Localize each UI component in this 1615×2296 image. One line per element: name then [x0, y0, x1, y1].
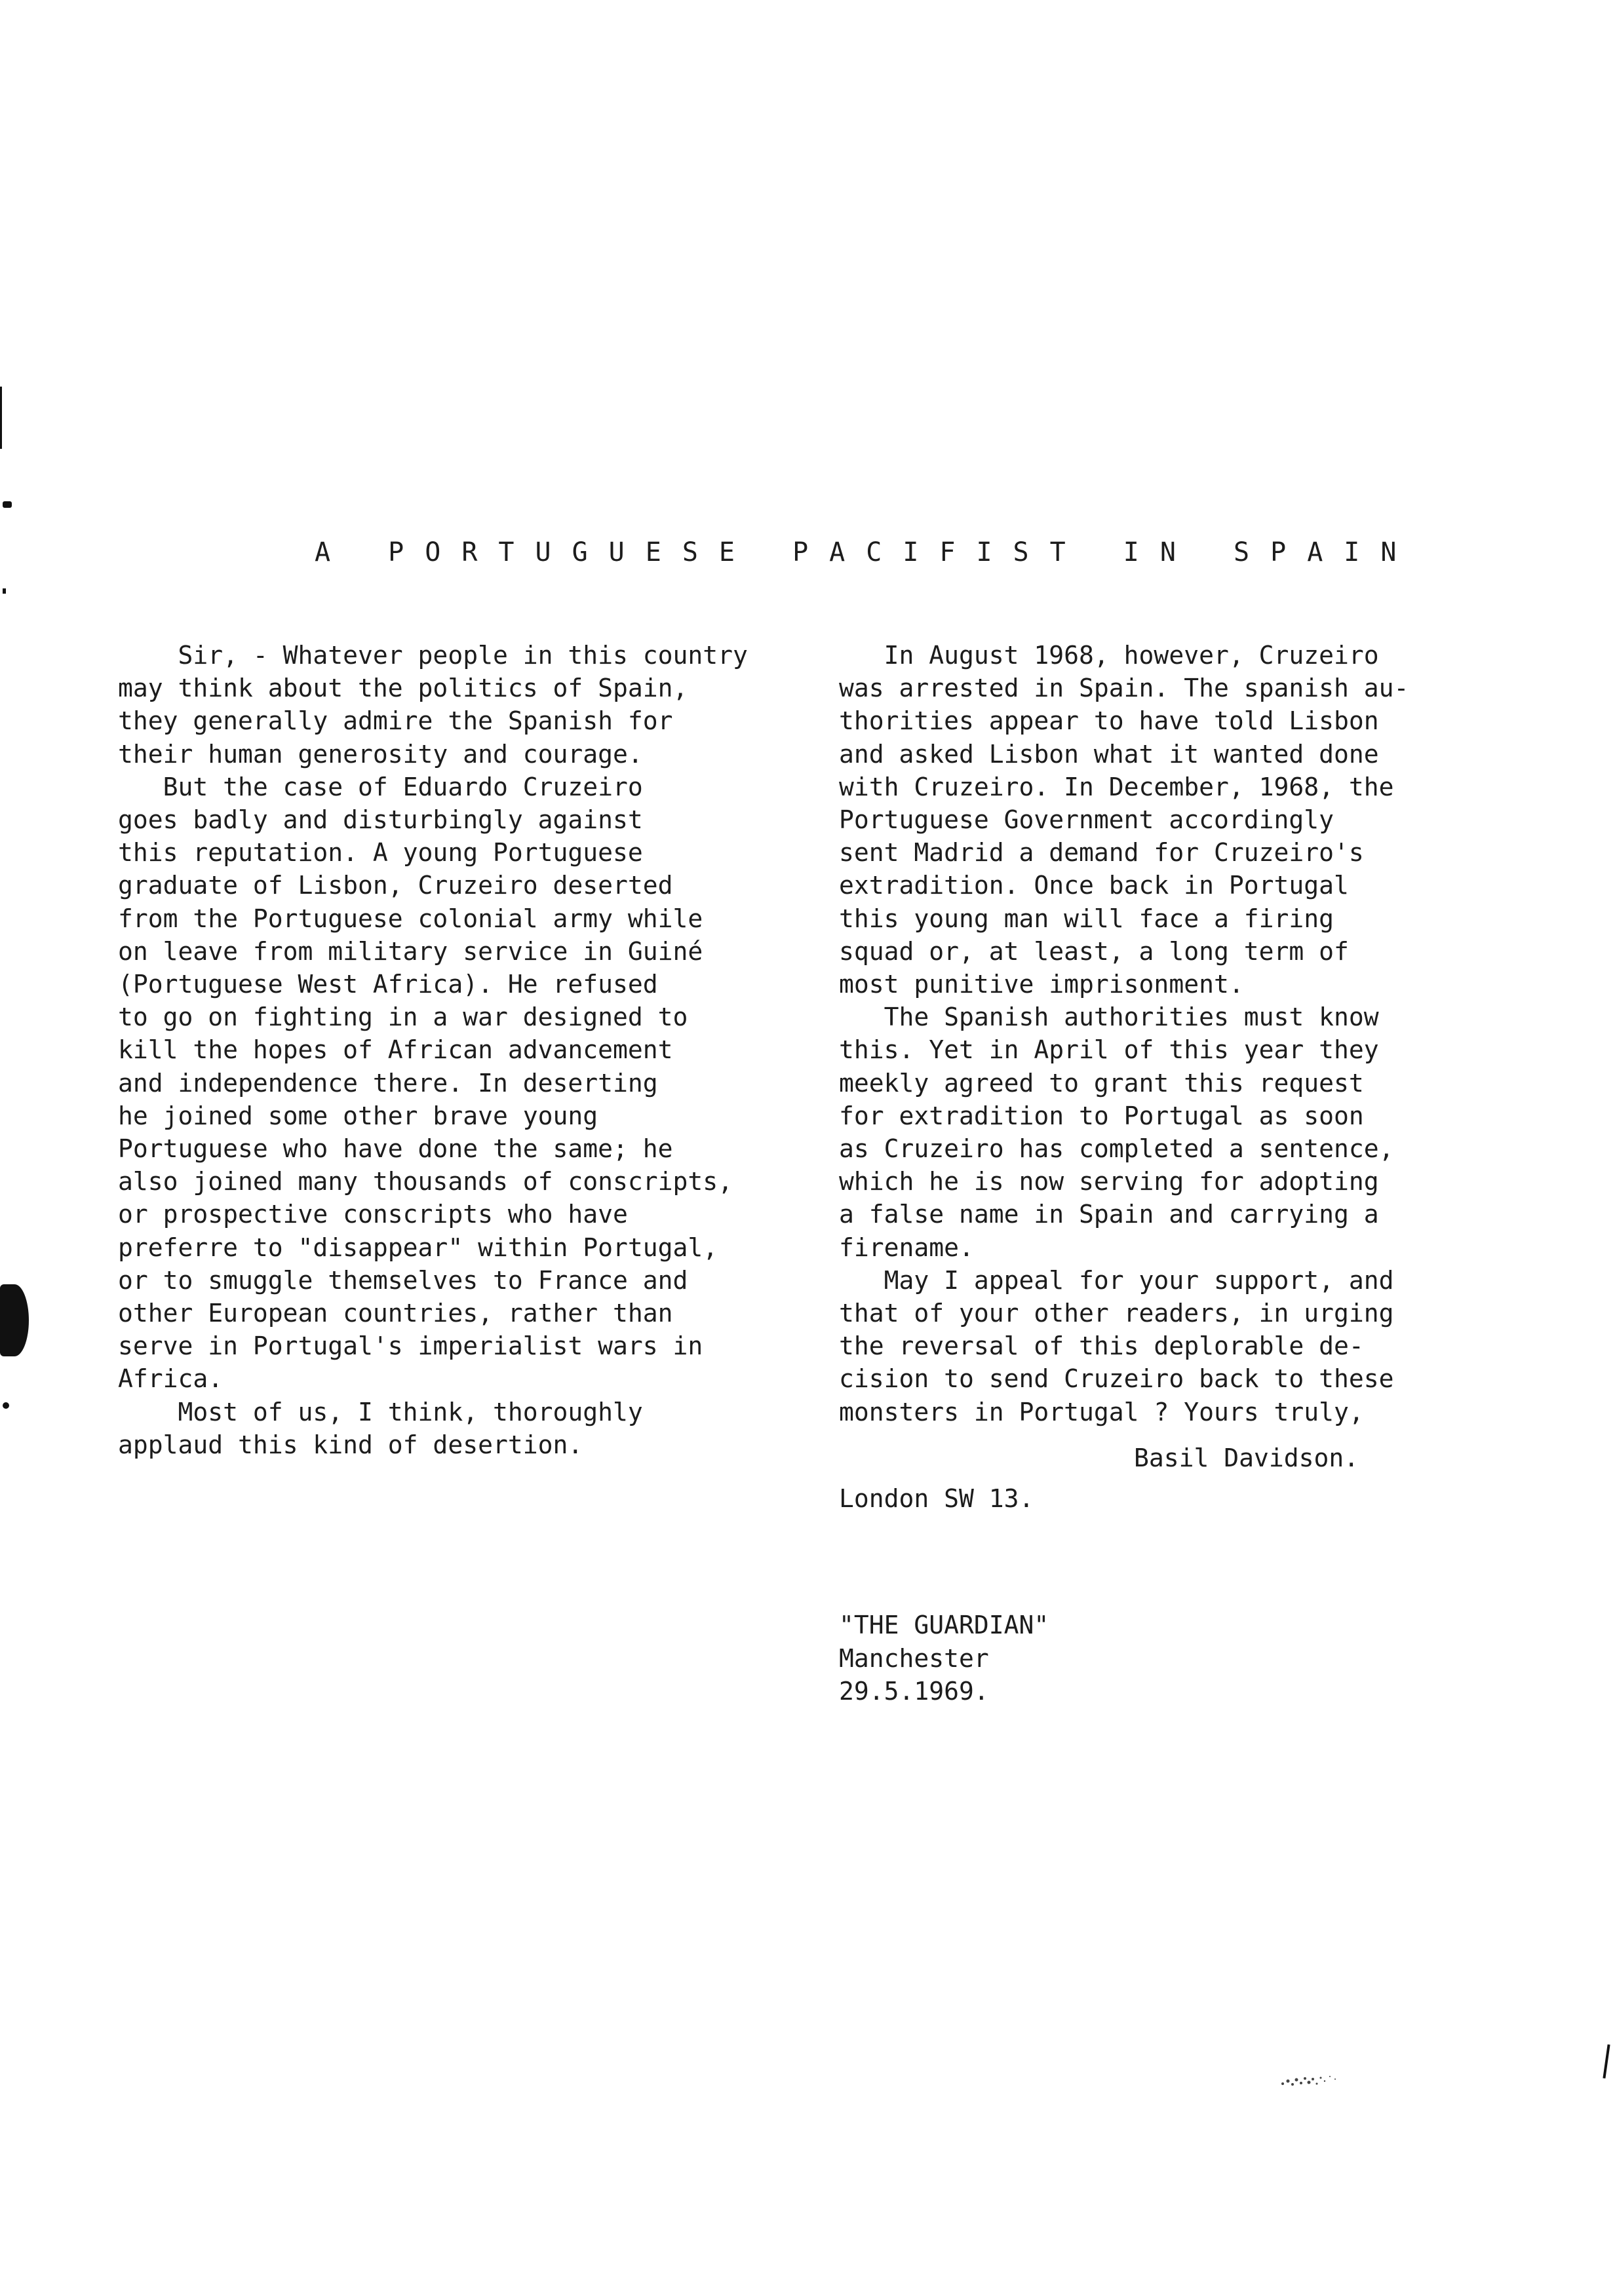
- text-line: In August 1968, however, Cruzeiro: [839, 641, 1379, 670]
- text-line: he joined some other brave young: [118, 1101, 598, 1130]
- text-line: this. Yet in April of this year they: [839, 1035, 1379, 1065]
- scan-speck: [3, 1402, 9, 1409]
- text-line: kill the hopes of African advancement: [118, 1035, 673, 1065]
- text-line: cision to send Cruzeiro back to these: [839, 1364, 1394, 1394]
- sender-address: London SW 13.: [839, 1484, 1034, 1513]
- scan-speck: [3, 588, 6, 594]
- text-line: But the case of Eduardo Cruzeiro: [118, 772, 643, 801]
- source-citation: [839, 1609, 1049, 1708]
- text-line: or to smuggle themselves to France and: [118, 1265, 688, 1295]
- text-line: on leave from military service in Guiné: [118, 936, 703, 966]
- text-line: May I appeal for your support, and: [839, 1265, 1394, 1295]
- scan-margin-line: [0, 387, 2, 449]
- scan-speck: [3, 501, 12, 508]
- text-line: sent Madrid a demand for Cruzeiro's: [839, 838, 1364, 868]
- publication-date: 29.5.1969.: [839, 1677, 989, 1706]
- text-line: from the Portuguese colonial army while: [118, 904, 703, 933]
- text-line: thorities appear to have told Lisbon: [839, 706, 1379, 736]
- text-line: Most of us, I think, thoroughly: [118, 1397, 643, 1426]
- text-line: may think about the politics of Spain,: [118, 674, 688, 703]
- text-line: they generally admire the Spanish for: [118, 706, 673, 736]
- text-line: or prospective conscripts who have: [118, 1200, 628, 1229]
- text-line: that of your other readers, in urging: [839, 1299, 1394, 1328]
- article-title: A PORTUGUESE PACIFIST IN SPAIN: [315, 537, 1418, 567]
- text-line: meekly agreed to grant this request: [839, 1068, 1364, 1098]
- text-line: Portuguese Government accordingly: [839, 805, 1334, 835]
- text-line: Sir, - Whatever people in this country: [118, 641, 748, 670]
- text-line: firename.: [839, 1233, 974, 1262]
- text-line: The Spanish authorities must know: [839, 1003, 1379, 1032]
- text-line: applaud this kind of desertion.: [118, 1430, 583, 1459]
- text-line: (Portuguese West Africa). He refused: [118, 970, 658, 999]
- text-line: most punitive imprisonment.: [839, 970, 1244, 999]
- scan-edge-mark: [1603, 2044, 1610, 2078]
- text-line: which he is now serving for adopting: [839, 1167, 1379, 1196]
- text-line: preferre to "disappear" within Portugal,: [118, 1233, 718, 1262]
- text-line: also joined many thousands of conscripts,: [118, 1167, 733, 1196]
- text-line: monsters in Portugal ? Yours truly,: [839, 1397, 1364, 1426]
- newspaper-city: Manchester: [839, 1643, 989, 1673]
- text-line: this young man will face a firing: [839, 904, 1334, 933]
- text-line: was arrested in Spain. The spanish au-: [839, 674, 1409, 703]
- text-line: with Cruzeiro. In December, 1968, the: [839, 772, 1394, 801]
- text-line: squad or, at least, a long term of: [839, 936, 1349, 966]
- text-line: and independence there. In deserting: [118, 1068, 658, 1098]
- text-line: extradition. Once back in Portugal: [839, 871, 1349, 900]
- text-line: and asked Lisbon what it wanted done: [839, 739, 1379, 769]
- scan-blot: [0, 1284, 29, 1356]
- text-line: as Cruzeiro has completed a sentence,: [839, 1134, 1394, 1164]
- text-line: Africa.: [118, 1364, 224, 1394]
- text-line: serve in Portugal's imperialist wars in: [118, 1331, 703, 1361]
- newspaper-name: "THE GUARDIAN": [839, 1611, 1049, 1639]
- left-column: [118, 639, 813, 1461]
- text-line: the reversal of this deplorable de-: [839, 1331, 1364, 1361]
- text-line: goes badly and disturbingly against: [118, 805, 643, 835]
- text-line: Portuguese who have done the same; he: [118, 1134, 673, 1164]
- signature: Basil Davidson.: [1134, 1444, 1359, 1472]
- text-line: their human generosity and courage.: [118, 739, 643, 769]
- text-line: this reputation. A young Portuguese: [118, 838, 643, 868]
- right-column: [839, 639, 1527, 1428]
- text-line: other European countries, rather than: [118, 1299, 673, 1328]
- text-line: a false name in Spain and carrying a: [839, 1200, 1379, 1229]
- text-line: for extradition to Portugal as soon: [839, 1101, 1364, 1130]
- text-line: to go on fighting in a war designed to: [118, 1003, 688, 1032]
- text-line: graduate of Lisbon, Cruzeiro deserted: [118, 871, 673, 900]
- scan-speckle-cluster: [1275, 2071, 1373, 2090]
